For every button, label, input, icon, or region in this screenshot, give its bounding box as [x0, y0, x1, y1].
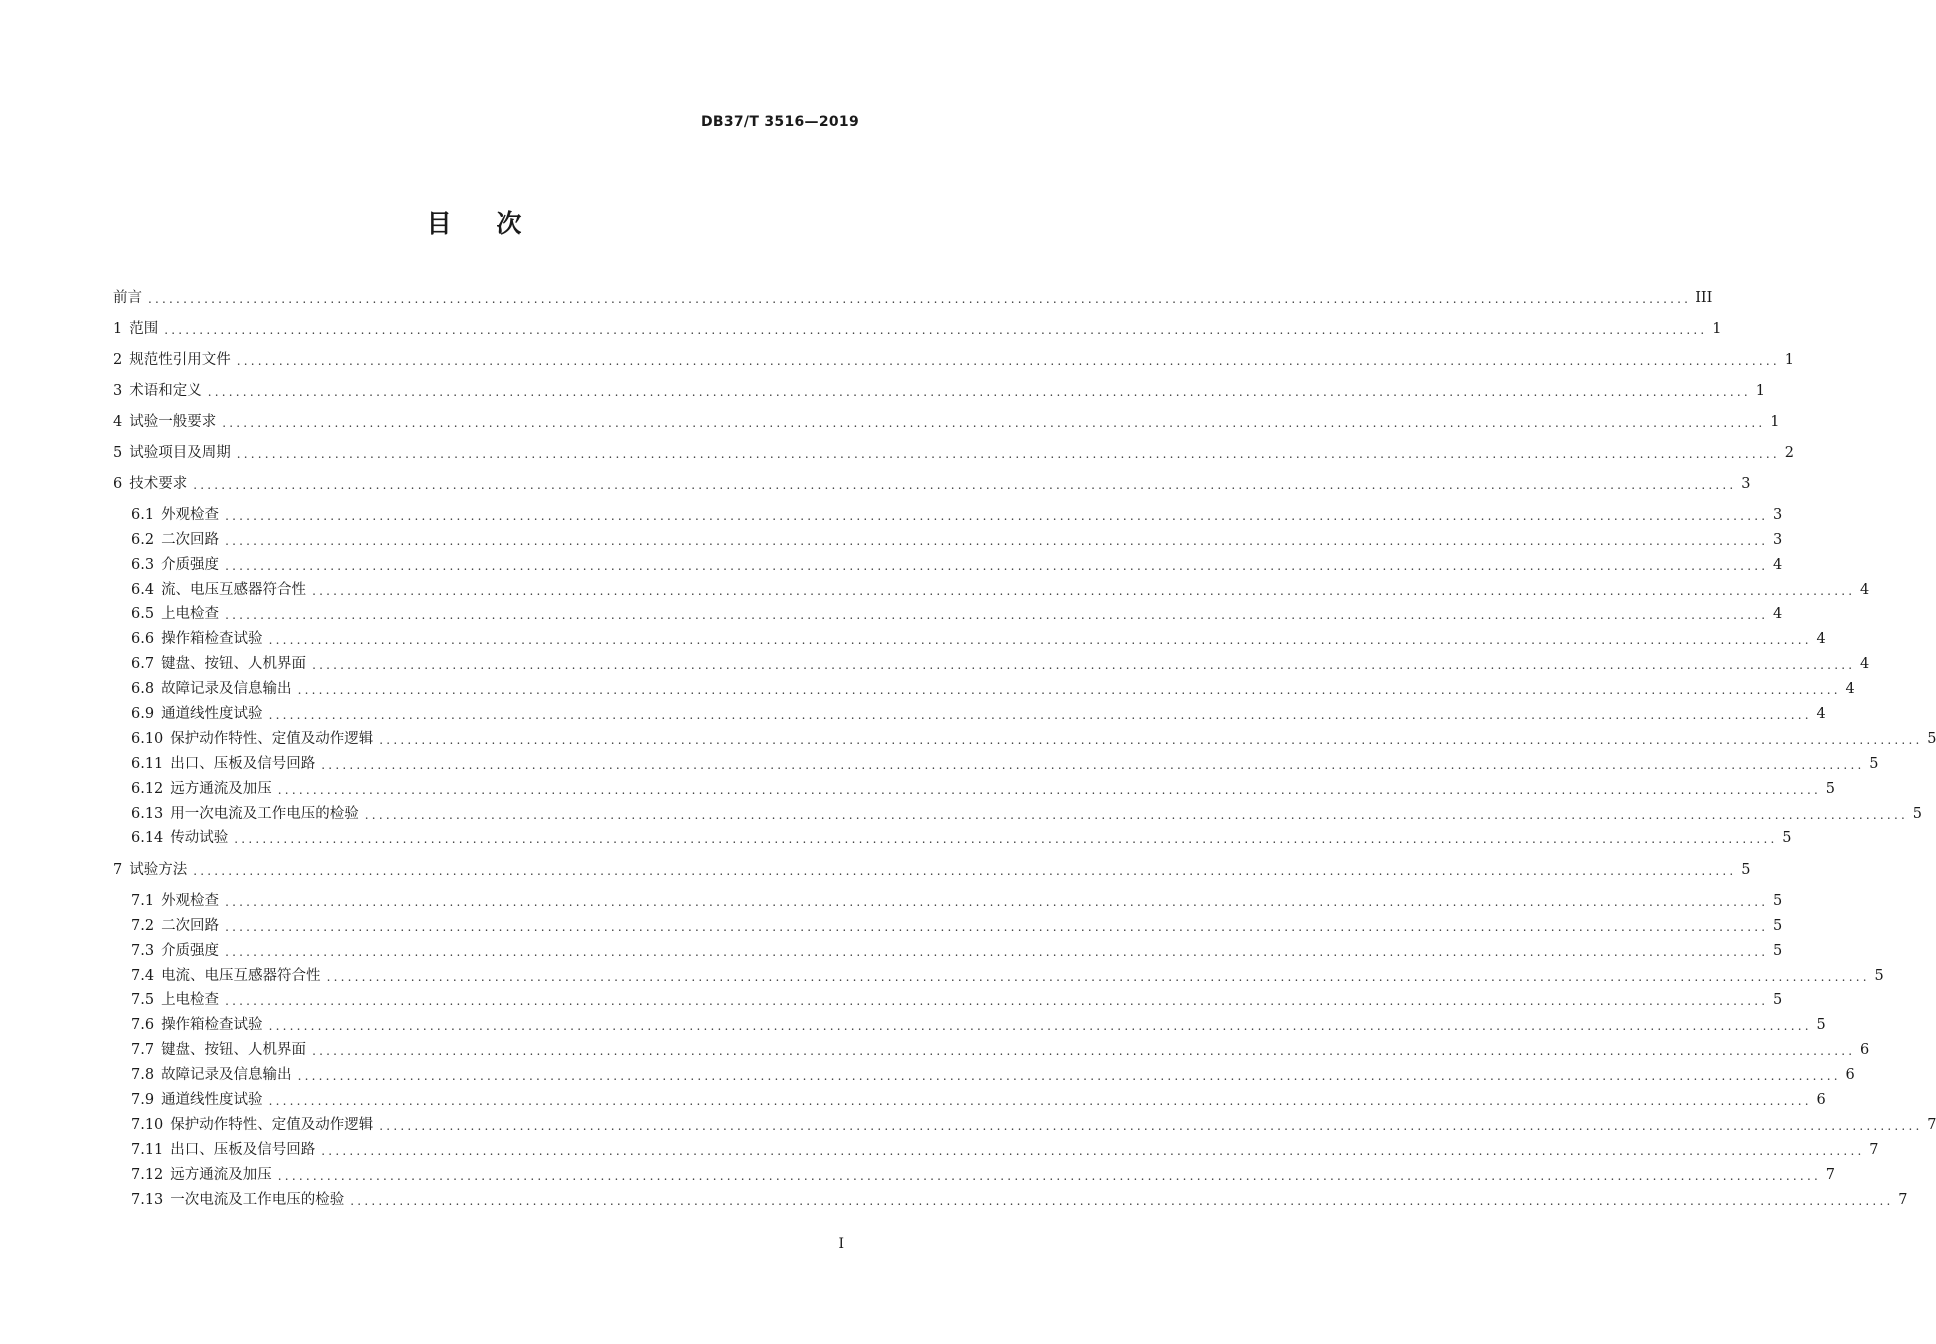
- toc-entry-title: 远方通流及加压: [170, 781, 272, 797]
- toc-entry[interactable]: [131, 1089, 1826, 1111]
- toc-entry-number: 6.8: [131, 681, 155, 697]
- toc-entry[interactable]: [113, 442, 1794, 464]
- toc-entry[interactable]: [113, 349, 1794, 371]
- toc-entry-number: 6.11: [131, 756, 164, 772]
- toc-dot-leader: ............................................................................................................................................................................................................................: [193, 478, 1737, 492]
- toc-dot-leader: ............................................................................................................................................................................................................................: [297, 1069, 1841, 1083]
- toc-entry[interactable]: [131, 579, 1870, 601]
- toc-entry-number: 3: [113, 383, 123, 399]
- toc-entry-number: 6.7: [131, 656, 155, 672]
- toc-entry-page: 4: [1860, 656, 1870, 672]
- toc-dot-leader: ............................................................................................................................................................................................................................: [225, 920, 1769, 934]
- toc-entry-number: 7.8: [131, 1067, 155, 1083]
- toc-dot-leader: ............................................................................................................................................................................................................................: [268, 1019, 1812, 1033]
- toc-entry-page: 7: [1869, 1142, 1879, 1158]
- toc-entry[interactable]: [131, 989, 1783, 1011]
- toc-entry-page: 1: [1712, 321, 1722, 337]
- toc-entry-page: 1: [1784, 352, 1794, 368]
- toc-entry-label: [131, 915, 219, 937]
- toc-entry[interactable]: [131, 827, 1792, 849]
- toc-entry-label: [131, 940, 219, 962]
- toc-entry-number: 6.9: [131, 706, 155, 722]
- toc-entry-page: 4: [1816, 631, 1826, 647]
- toc-entry-label: [131, 703, 263, 725]
- toc-entry-label: [131, 678, 292, 700]
- toc-dot-leader: ............................................................................................................................................................................................................................: [312, 584, 1856, 598]
- toc-dot-leader: ............................................................................................................................................................................................................................: [297, 683, 1841, 697]
- toc-entry-number: 7.13: [131, 1192, 164, 1208]
- toc-entry-label: [131, 753, 315, 775]
- toc-entry[interactable]: [131, 1139, 1879, 1161]
- toc-entry[interactable]: [113, 473, 1751, 495]
- toc-entry-number: 6.4: [131, 582, 155, 598]
- toc-dot-leader: ............................................................................................................................................................................................................................: [350, 1194, 1894, 1208]
- toc-entry-page: 4: [1845, 681, 1855, 697]
- toc-entry-number: 7.11: [131, 1142, 164, 1158]
- toc-entry-number: 7.4: [131, 968, 155, 984]
- toc-entry[interactable]: [131, 753, 1879, 775]
- toc-entry-title: 技术要求: [129, 476, 188, 492]
- toc-entry-label: [131, 628, 263, 650]
- toc-entry-page: 4: [1816, 706, 1826, 722]
- toc-entry-label: [131, 803, 359, 825]
- toc-dot-leader: ............................................................................................................................................................................................................................: [236, 354, 1780, 368]
- toc-entry-label: [131, 1039, 306, 1061]
- toc-entry[interactable]: [131, 628, 1826, 650]
- toc-entry[interactable]: [131, 1014, 1826, 1036]
- toc-entry-label: [131, 827, 228, 849]
- toc-entry-title: 故障记录及信息输出: [161, 681, 292, 697]
- toc-entry-title: 用一次电流及工作电压的检验: [170, 806, 359, 822]
- toc-entry-label: [113, 473, 187, 495]
- toc-dot-leader: ............................................................................................................................................................................................................................: [312, 658, 1856, 672]
- toc-dot-leader: ............................................................................................................................................................................................................................: [312, 1044, 1856, 1058]
- toc-entry-title: 介质强度: [161, 557, 220, 573]
- toc-entry-page: 6: [1845, 1067, 1855, 1083]
- toc-entry-label: [131, 989, 219, 1011]
- toc-entry-label: [131, 529, 219, 551]
- toc-dot-leader: ............................................................................................................................................................................................................................: [326, 970, 1870, 984]
- toc-entry-title: 二次回路: [161, 532, 220, 548]
- toc-entry-label: [131, 653, 306, 675]
- toc-entry-page: 5: [1927, 731, 1936, 747]
- toc-entry-title: 外观检查: [161, 893, 220, 909]
- toc-entry-label: [131, 728, 373, 750]
- toc-entry-number: 7.1: [131, 893, 155, 909]
- toc-entry-label: [113, 349, 231, 371]
- toc-entry-label: [131, 1089, 263, 1111]
- toc-entry-title: 上电检查: [161, 606, 220, 622]
- toc-entry-label: [113, 411, 216, 433]
- toc-entry-label: [131, 1014, 263, 1036]
- toc-entry-label: [113, 859, 187, 881]
- toc-entry[interactable]: [131, 728, 1936, 750]
- toc-dot-leader: ............................................................................................................................................................................................................................: [277, 1169, 1821, 1183]
- toc-entry-label: [131, 1114, 373, 1136]
- toc-dot-leader: ............................................................................................................................................................................................................................: [277, 783, 1821, 797]
- toc-entry-number: 7: [113, 862, 123, 878]
- toc-entry-number: 7.10: [131, 1117, 164, 1133]
- toc-entry[interactable]: [113, 859, 1751, 881]
- toc-entry-label: [131, 778, 272, 800]
- toc-entry-number: 6.2: [131, 532, 155, 548]
- toc-entry-label: [113, 442, 231, 464]
- toc-entry[interactable]: [131, 1039, 1870, 1061]
- toc-entry-number: 6.12: [131, 781, 164, 797]
- toc-dot-leader: ............................................................................................................................................................................................................................: [321, 758, 1865, 772]
- toc-entry-title: 操作箱检查试验: [161, 631, 263, 647]
- toc-entry-title: 试验一般要求: [129, 414, 217, 430]
- toc-entry-title: 通道线性度试验: [161, 1092, 263, 1108]
- toc-entry[interactable]: [131, 915, 1783, 937]
- toc-entry-page: 3: [1741, 476, 1751, 492]
- toc-entry-number: 7.6: [131, 1017, 155, 1033]
- toc-entry-page: 1: [1770, 414, 1780, 430]
- toc-entry-title: 操作箱检查试验: [161, 1017, 263, 1033]
- toc-entry-page: 5: [1773, 893, 1783, 909]
- toc-dot-leader: ............................................................................................................................................................................................................................: [148, 292, 1692, 306]
- toc-entry-title: 电流、电压互感器符合性: [161, 968, 321, 984]
- toc-entry-label: [113, 380, 202, 402]
- toc-entry-page: III: [1695, 290, 1713, 306]
- toc-dot-leader: ............................................................................................................................................................................................................................: [234, 832, 1778, 846]
- toc-entry-page: 4: [1860, 582, 1870, 598]
- toc-dot-leader: ............................................................................................................................................................................................................................: [321, 1144, 1865, 1158]
- toc-entry-title: 出口、压板及信号回路: [170, 1142, 316, 1158]
- toc-entry[interactable]: [131, 940, 1783, 962]
- page-title: 目 次: [426, 209, 524, 238]
- toc-entry-number: 7.9: [131, 1092, 155, 1108]
- toc-entry-title: 范围: [129, 321, 159, 337]
- toc-entry-page: 4: [1773, 557, 1783, 573]
- toc-entry-label: [131, 965, 321, 987]
- toc-entry-page: 5: [1782, 830, 1792, 846]
- toc-entry-page: 7: [1898, 1192, 1908, 1208]
- toc-entry-number: 6.13: [131, 806, 164, 822]
- toc-entry-page: 6: [1860, 1042, 1870, 1058]
- toc-dot-leader: ............................................................................................................................................................................................................................: [225, 895, 1769, 909]
- toc-dot-leader: ............................................................................................................................................................................................................................: [268, 1094, 1812, 1108]
- toc-dot-leader: ............................................................................................................................................................................................................................: [164, 323, 1708, 337]
- toc-entry[interactable]: [113, 380, 1765, 402]
- toc-entry-number: 6.6: [131, 631, 155, 647]
- toc-entry-title: 试验方法: [129, 862, 188, 878]
- toc-entry-page: 1: [1755, 383, 1765, 399]
- toc-entry[interactable]: [131, 1114, 1936, 1136]
- toc-entry-page: 6: [1816, 1092, 1826, 1108]
- toc-entry-title: 一次电流及工作电压的检验: [170, 1192, 345, 1208]
- toc-entry-label: [113, 287, 142, 309]
- toc-entry-label: [131, 1164, 272, 1186]
- toc-entry-title: 上电检查: [161, 992, 220, 1008]
- toc-entry-title: 通道线性度试验: [161, 706, 263, 722]
- toc-entry-title: 介质强度: [161, 943, 220, 959]
- toc-entry-page: 7: [1825, 1167, 1835, 1183]
- toc-entry-number: 6.5: [131, 606, 155, 622]
- toc-entry-number: 7.5: [131, 992, 155, 1008]
- toc-entry-page: 5: [1825, 781, 1835, 797]
- toc-entry[interactable]: [131, 965, 1884, 987]
- toc-entry-label: [131, 554, 219, 576]
- toc-dot-leader: ............................................................................................................................................................................................................................: [225, 945, 1769, 959]
- toc-entry-page: 5: [1816, 1017, 1826, 1033]
- toc-entry[interactable]: [131, 1189, 1908, 1211]
- toc-dot-leader: ............................................................................................................................................................................................................................: [364, 808, 1908, 822]
- toc-entry-number: 1: [113, 321, 123, 337]
- toc-entry-page: 3: [1773, 507, 1783, 523]
- toc-dot-leader: ............................................................................................................................................................................................................................: [225, 608, 1769, 622]
- toc-entry-page: 5: [1869, 756, 1879, 772]
- toc-entry[interactable]: [131, 529, 1783, 551]
- toc-entry-number: 2: [113, 352, 123, 368]
- toc-entry-page: 5: [1874, 968, 1884, 984]
- toc-dot-leader: ............................................................................................................................................................................................................................: [225, 509, 1769, 523]
- toc-entry[interactable]: [131, 653, 1870, 675]
- toc-entry[interactable]: [113, 411, 1780, 433]
- toc-entry-title: 保护动作特性、定值及动作逻辑: [170, 1117, 374, 1133]
- toc-entry[interactable]: [113, 287, 1713, 309]
- toc-entry-title: 远方通流及加压: [170, 1167, 272, 1183]
- toc-entry-title: 规范性引用文件: [129, 352, 231, 368]
- toc-entry-title: 术语和定义: [129, 383, 202, 399]
- toc-dot-leader: ............................................................................................................................................................................................................................: [268, 633, 1812, 647]
- toc-entry-number: 6.10: [131, 731, 164, 747]
- toc-entry-label: [113, 318, 158, 340]
- toc-dot-leader: ............................................................................................................................................................................................................................: [379, 733, 1923, 747]
- toc-dot-leader: ............................................................................................................................................................................................................................: [222, 416, 1766, 430]
- toc-entry-page: 7: [1927, 1117, 1936, 1133]
- toc-entry-number: 4: [113, 414, 123, 430]
- toc-entry-page: 4: [1773, 606, 1783, 622]
- toc-entry[interactable]: [131, 1064, 1855, 1086]
- toc-entry[interactable]: [131, 803, 1922, 825]
- toc-entry-number: 5: [113, 445, 123, 461]
- toc-entry[interactable]: [131, 778, 1835, 800]
- toc-entry-number: 7.12: [131, 1167, 164, 1183]
- toc-entry-page: 5: [1773, 992, 1783, 1008]
- document-code: DB37/T 3516—2019: [700, 114, 859, 130]
- toc-entry-title: 键盘、按钮、人机界面: [161, 1042, 307, 1058]
- toc-entry-title: 保护动作特性、定值及动作逻辑: [170, 731, 374, 747]
- toc-dot-leader: ............................................................................................................................................................................................................................: [225, 559, 1769, 573]
- toc-entry-title: 流、电压互感器符合性: [161, 582, 307, 598]
- toc-entry-page: 5: [1773, 943, 1783, 959]
- toc-entry-number: 7.7: [131, 1042, 155, 1058]
- toc-entry-title: 试验项目及周期: [129, 445, 231, 461]
- toc-entry[interactable]: [131, 603, 1783, 625]
- toc-entry-title: 二次回路: [161, 918, 220, 934]
- toc-entry-label: [131, 579, 306, 601]
- toc-dot-leader: ............................................................................................................................................................................................................................: [225, 534, 1769, 548]
- toc-dot-leader: ............................................................................................................................................................................................................................: [379, 1119, 1923, 1133]
- page-number: I: [838, 1236, 844, 1252]
- toc-entry-title: 外观检查: [161, 507, 220, 523]
- toc-entry[interactable]: [131, 554, 1783, 576]
- toc-entry-number: 7.2: [131, 918, 155, 934]
- toc-entry-page: 5: [1912, 806, 1922, 822]
- toc-entry-title: 传动试验: [170, 830, 229, 846]
- toc-entry-number: 6.14: [131, 830, 164, 846]
- toc-dot-leader: ............................................................................................................................................................................................................................: [268, 708, 1812, 722]
- toc-dot-leader: ............................................................................................................................................................................................................................: [225, 994, 1769, 1008]
- toc-entry-label: [131, 504, 219, 526]
- toc-entry-label: [131, 1189, 344, 1211]
- toc-entry-title: 出口、压板及信号回路: [170, 756, 316, 772]
- toc-entry-label: [131, 890, 219, 912]
- toc-entry-label: [131, 603, 219, 625]
- toc-entry-page: 3: [1773, 532, 1783, 548]
- toc-entry-title: 键盘、按钮、人机界面: [161, 656, 307, 672]
- toc-dot-leader: ............................................................................................................................................................................................................................: [236, 447, 1780, 461]
- toc-entry[interactable]: [113, 318, 1722, 340]
- toc-dot-leader: ............................................................................................................................................................................................................................: [207, 385, 1751, 399]
- toc-entry-page: 2: [1784, 445, 1794, 461]
- toc-entry[interactable]: [131, 1164, 1835, 1186]
- toc-entry-title: 前言: [113, 290, 142, 306]
- toc-entry[interactable]: [131, 703, 1826, 725]
- toc-entry-page: 5: [1773, 918, 1783, 934]
- toc-entry-number: 6.1: [131, 507, 155, 523]
- toc-entry-number: 6.3: [131, 557, 155, 573]
- toc-entry-label: [131, 1139, 315, 1161]
- toc-entry-number: 7.3: [131, 943, 155, 959]
- toc-entry-number: 6: [113, 476, 123, 492]
- toc-entry-title: 故障记录及信息输出: [161, 1067, 292, 1083]
- toc-entry[interactable]: [131, 504, 1783, 526]
- toc-entry[interactable]: [131, 678, 1855, 700]
- toc-dot-leader: ............................................................................................................................................................................................................................: [193, 864, 1737, 878]
- toc-entry-label: [131, 1064, 292, 1086]
- toc-entry[interactable]: [131, 890, 1783, 912]
- toc-entry-page: 5: [1741, 862, 1751, 878]
